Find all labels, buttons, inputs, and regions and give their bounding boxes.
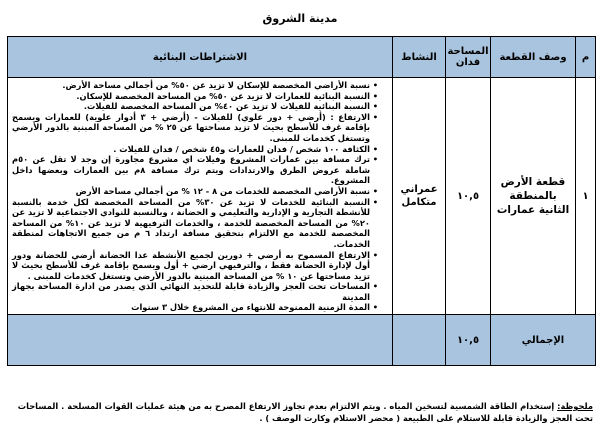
list-item: • الارتفاع المسموح به أرضي + دورين لجميع الأنشطة عدا الحضانة أرضي للحضانة ودور أول لإدارة الحضانة فقط ، والترفيهي ارضي + أول ويسمح بإقامة غرف للأسطح بحيث لا تزيد مساحتها عن ١٠ % من المساحة المبنية بالدور الأرضي وتستغل كخدمات للمبنى . [12,250,378,282]
list-item: • المدة الزمنية الممنوحة للانتهاء من المشروع خلال ٣ سنوات [12,302,378,313]
row-plot-desc: قطعة الأرض بالمنطقة الثانية عمارات [491,78,576,315]
list-item: • النسبة البنائية للعمارات لا تزيد عن ٥٠% من المساحة المخصصة للإسكان. [12,91,378,102]
header-area: المساحة فدان [446,37,491,78]
list-item: • ترك مسافة بين عمارات المشروع وفيلات اي مشروع مجاورة إن وجد لا تقل عن ٥٠م شاملة عروض الطرق والارتدادات ويتم ترك مسافة ٨م بين العمارات وبعضها داخل المشروع. [12,154,378,186]
footnote-label: ملحوظة: [557,401,593,411]
total-label: الإجمالي [491,315,596,366]
list-item: • نسبة الأراضي المخصصة للخدمات من ٨ - ١٢ % من أجمالي مساحة الأرض [12,186,378,197]
list-item: • النسبة البنائية للفيلات لا تزيد عن ٤٠% من المساحة المخصصة للفيلات. [12,101,378,112]
header-activity: النشاط [393,37,446,78]
list-item: • النسبة البنائية للخدمات لا تزيد عن ٣٠% من المساحة المخصصة لكل خدمة بالنسبة للأنشطة التجارية و الإدارية والتعليمي و الحضانة ، وبالنسبة للنوادي الاجتماعية لا تزيد عن ٢٠% من المساحة المخصصة للخدمة ، والخدمات الترفيهية لا تزيد عن ١٠% من المساحة المخصصة للخدمة مع الالتزام بتحقيق مسافة ارتداد ٦ م من جميع الاتجاهات لمنطقة الخدمات. [12,197,378,250]
table-row [8,78,596,315]
table-header-row [8,37,596,78]
list-item: • المساحات تحت العجز والزيادة قابلة للتحديد النهائي الذي يصدر من ادارة المساحة بجهاز المدينة [12,281,378,302]
row-activity: عمراني متكامل [393,78,446,315]
row-area: ١٠,٥ [446,78,491,315]
requirements-list [12,80,388,313]
footnote [8,400,593,424]
row-num: ١ [576,78,596,315]
land-plots-table [7,36,596,366]
footnote-text: إستخدام الطاقة الشمسية لتسخين المياه . ويتم الالتزام بعدم تجاوز الارتفاع المصرح به من هيئة عمليات القوات المسلحة . المساحات تحت العجز والزيادة قابلة للاستلام على الطبيعة ( محضر الاستلام وكارت الوصف ) . [17,401,593,423]
row-requirements [8,78,393,315]
total-row [8,315,596,366]
list-item: • الكثافة ١٠٠ شخص / فدان للعمارات و٤٥ شخص / فدان للفيلات . [12,144,378,155]
header-plot-desc: وصف القطعة [491,37,576,78]
header-requirements: الاشتراطات البنائية [8,37,393,78]
total-empty-cell [393,315,446,366]
list-item: • الارتفاع : (أرضي + دور علوي) للفيلات - (أرضي + ٣ أدوار علوية) للعمارات ويسمح بإقامة غرف للأسطح بحيث لا تزيد مساحتها عن ٢٥ % من المساحة المبنية بالدور الأرضي وتستغل كخدمات للمبنى. [12,112,378,144]
header-num: م [576,37,596,78]
total-empty-cell [8,315,393,366]
page-title: مدينة الشروق [262,12,338,25]
total-value: ١٠,٥ [446,315,491,366]
list-item: • نسبة الأراضي المخصصة للإسكان لا تزيد عن ٥٠% من أجمالي مساحة الأرض. [12,80,378,91]
